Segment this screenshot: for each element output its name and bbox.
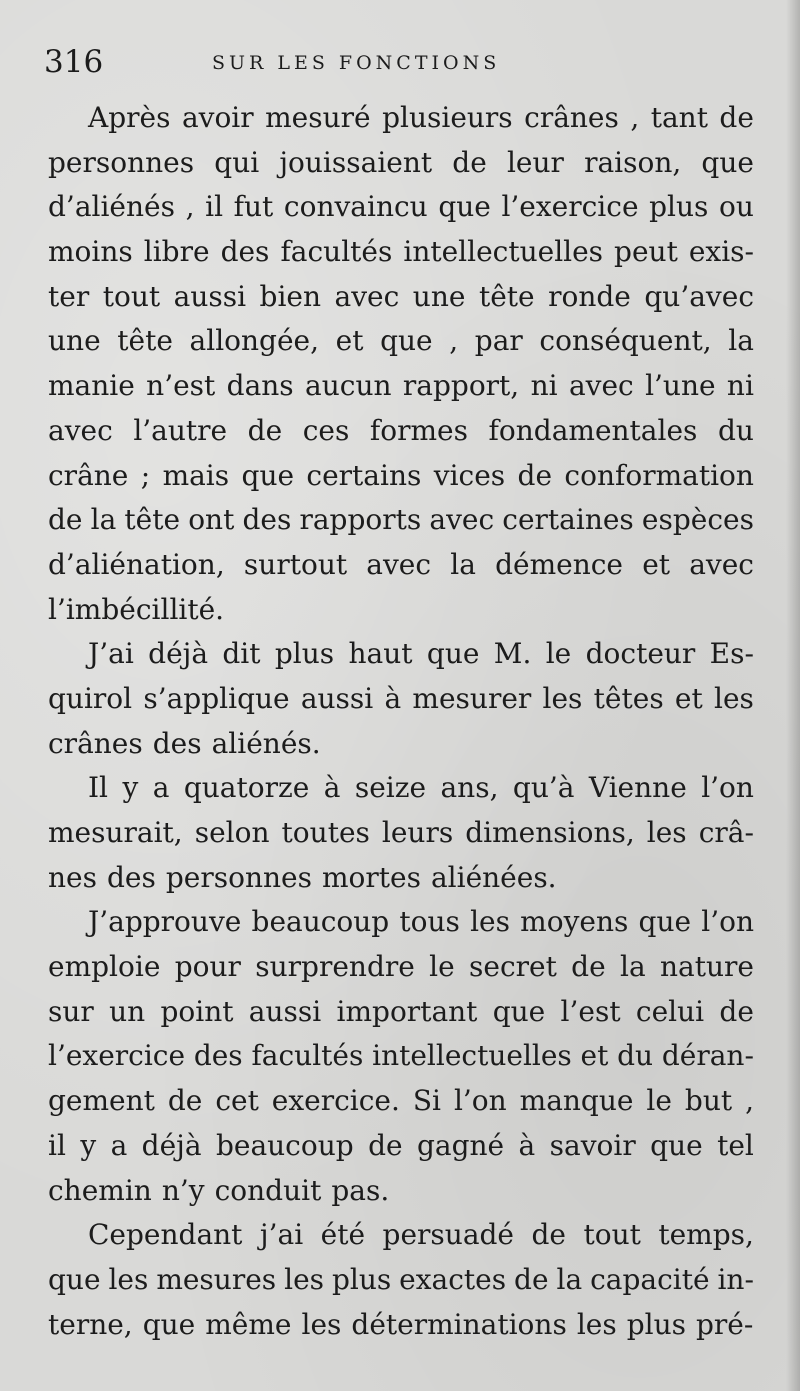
page-number: 316 bbox=[44, 44, 104, 80]
text-line: Il y a quatorze à seize ans, qu’à Vienne l’on bbox=[88, 771, 754, 805]
text-line: avec l’autre de ces formes fondamentales du bbox=[48, 413, 754, 447]
text-line: gement de cet exercice. Si l’on manque le but , bbox=[48, 1084, 754, 1118]
text-line: crânes des aliénés. bbox=[48, 726, 321, 760]
text-line: sur un point aussi important que l’est celui de bbox=[48, 994, 754, 1028]
text-line: nes des personnes mortes aliénées. bbox=[48, 860, 557, 894]
text-line: mesurait, selon toutes leurs dimensions, les crâ- bbox=[48, 816, 754, 849]
page-edge-shadow bbox=[786, 0, 800, 1391]
text-line: l’exercice des facultés intellectuelles et du déran- bbox=[48, 1039, 754, 1073]
text-line: il y a déjà beaucoup de gagné à savoir que tel bbox=[48, 1128, 754, 1162]
text-line: Cependant j’ai été persuadé de tout temps, bbox=[88, 1218, 754, 1252]
text-line: J’approuve beaucoup tous les moyens que l’on bbox=[88, 905, 754, 939]
text-line: de la tête ont des rapports avec certaines espèces bbox=[48, 503, 754, 537]
text-line: crâne ; mais que certains vices de conformation bbox=[48, 458, 754, 492]
page-header bbox=[44, 44, 744, 84]
paragraph bbox=[48, 96, 754, 632]
text-line: moins libre des facultés intellectuelles peut exis- bbox=[48, 235, 754, 269]
text-line: Après avoir mesuré plusieurs crânes , tant de bbox=[88, 101, 754, 134]
text-line: terne, que même les déterminations les plus pré- bbox=[48, 1307, 754, 1341]
paragraph bbox=[48, 632, 754, 766]
text-line: l’imbécillité. bbox=[48, 592, 225, 626]
text-line: chemin n’y conduit pas. bbox=[48, 1173, 390, 1207]
text-line: quirol s’applique aussi à mesurer les têtes et les bbox=[48, 681, 754, 715]
text-line: emploie pour surprendre le secret de la nature bbox=[48, 950, 754, 984]
paragraph bbox=[48, 900, 754, 1213]
text-line: d’aliénés , il fut convaincu que l’exercice plus ou bbox=[48, 190, 754, 224]
text-line: d’aliénation, surtout avec la démence et avec bbox=[48, 547, 754, 581]
paragraph bbox=[48, 766, 754, 900]
text-line: ter tout aussi bien avec une tête ronde qu’avec bbox=[48, 279, 754, 313]
running-head: SUR LES FONCTIONS bbox=[212, 52, 501, 74]
text-line: que les mesures les plus exactes de la capacité in- bbox=[48, 1262, 754, 1296]
page-body-text bbox=[48, 96, 754, 1347]
text-line: une tête allongée, et que , par conséquent, la bbox=[48, 324, 754, 358]
text-line: J’ai déjà dit plus haut que M. le docteur Es- bbox=[88, 637, 754, 671]
paragraph bbox=[48, 1213, 754, 1347]
text-line: manie n’est dans aucun rapport, ni avec l’une ni bbox=[48, 369, 754, 403]
text-line: personnes qui jouissaient de leur raison, que bbox=[48, 145, 754, 179]
